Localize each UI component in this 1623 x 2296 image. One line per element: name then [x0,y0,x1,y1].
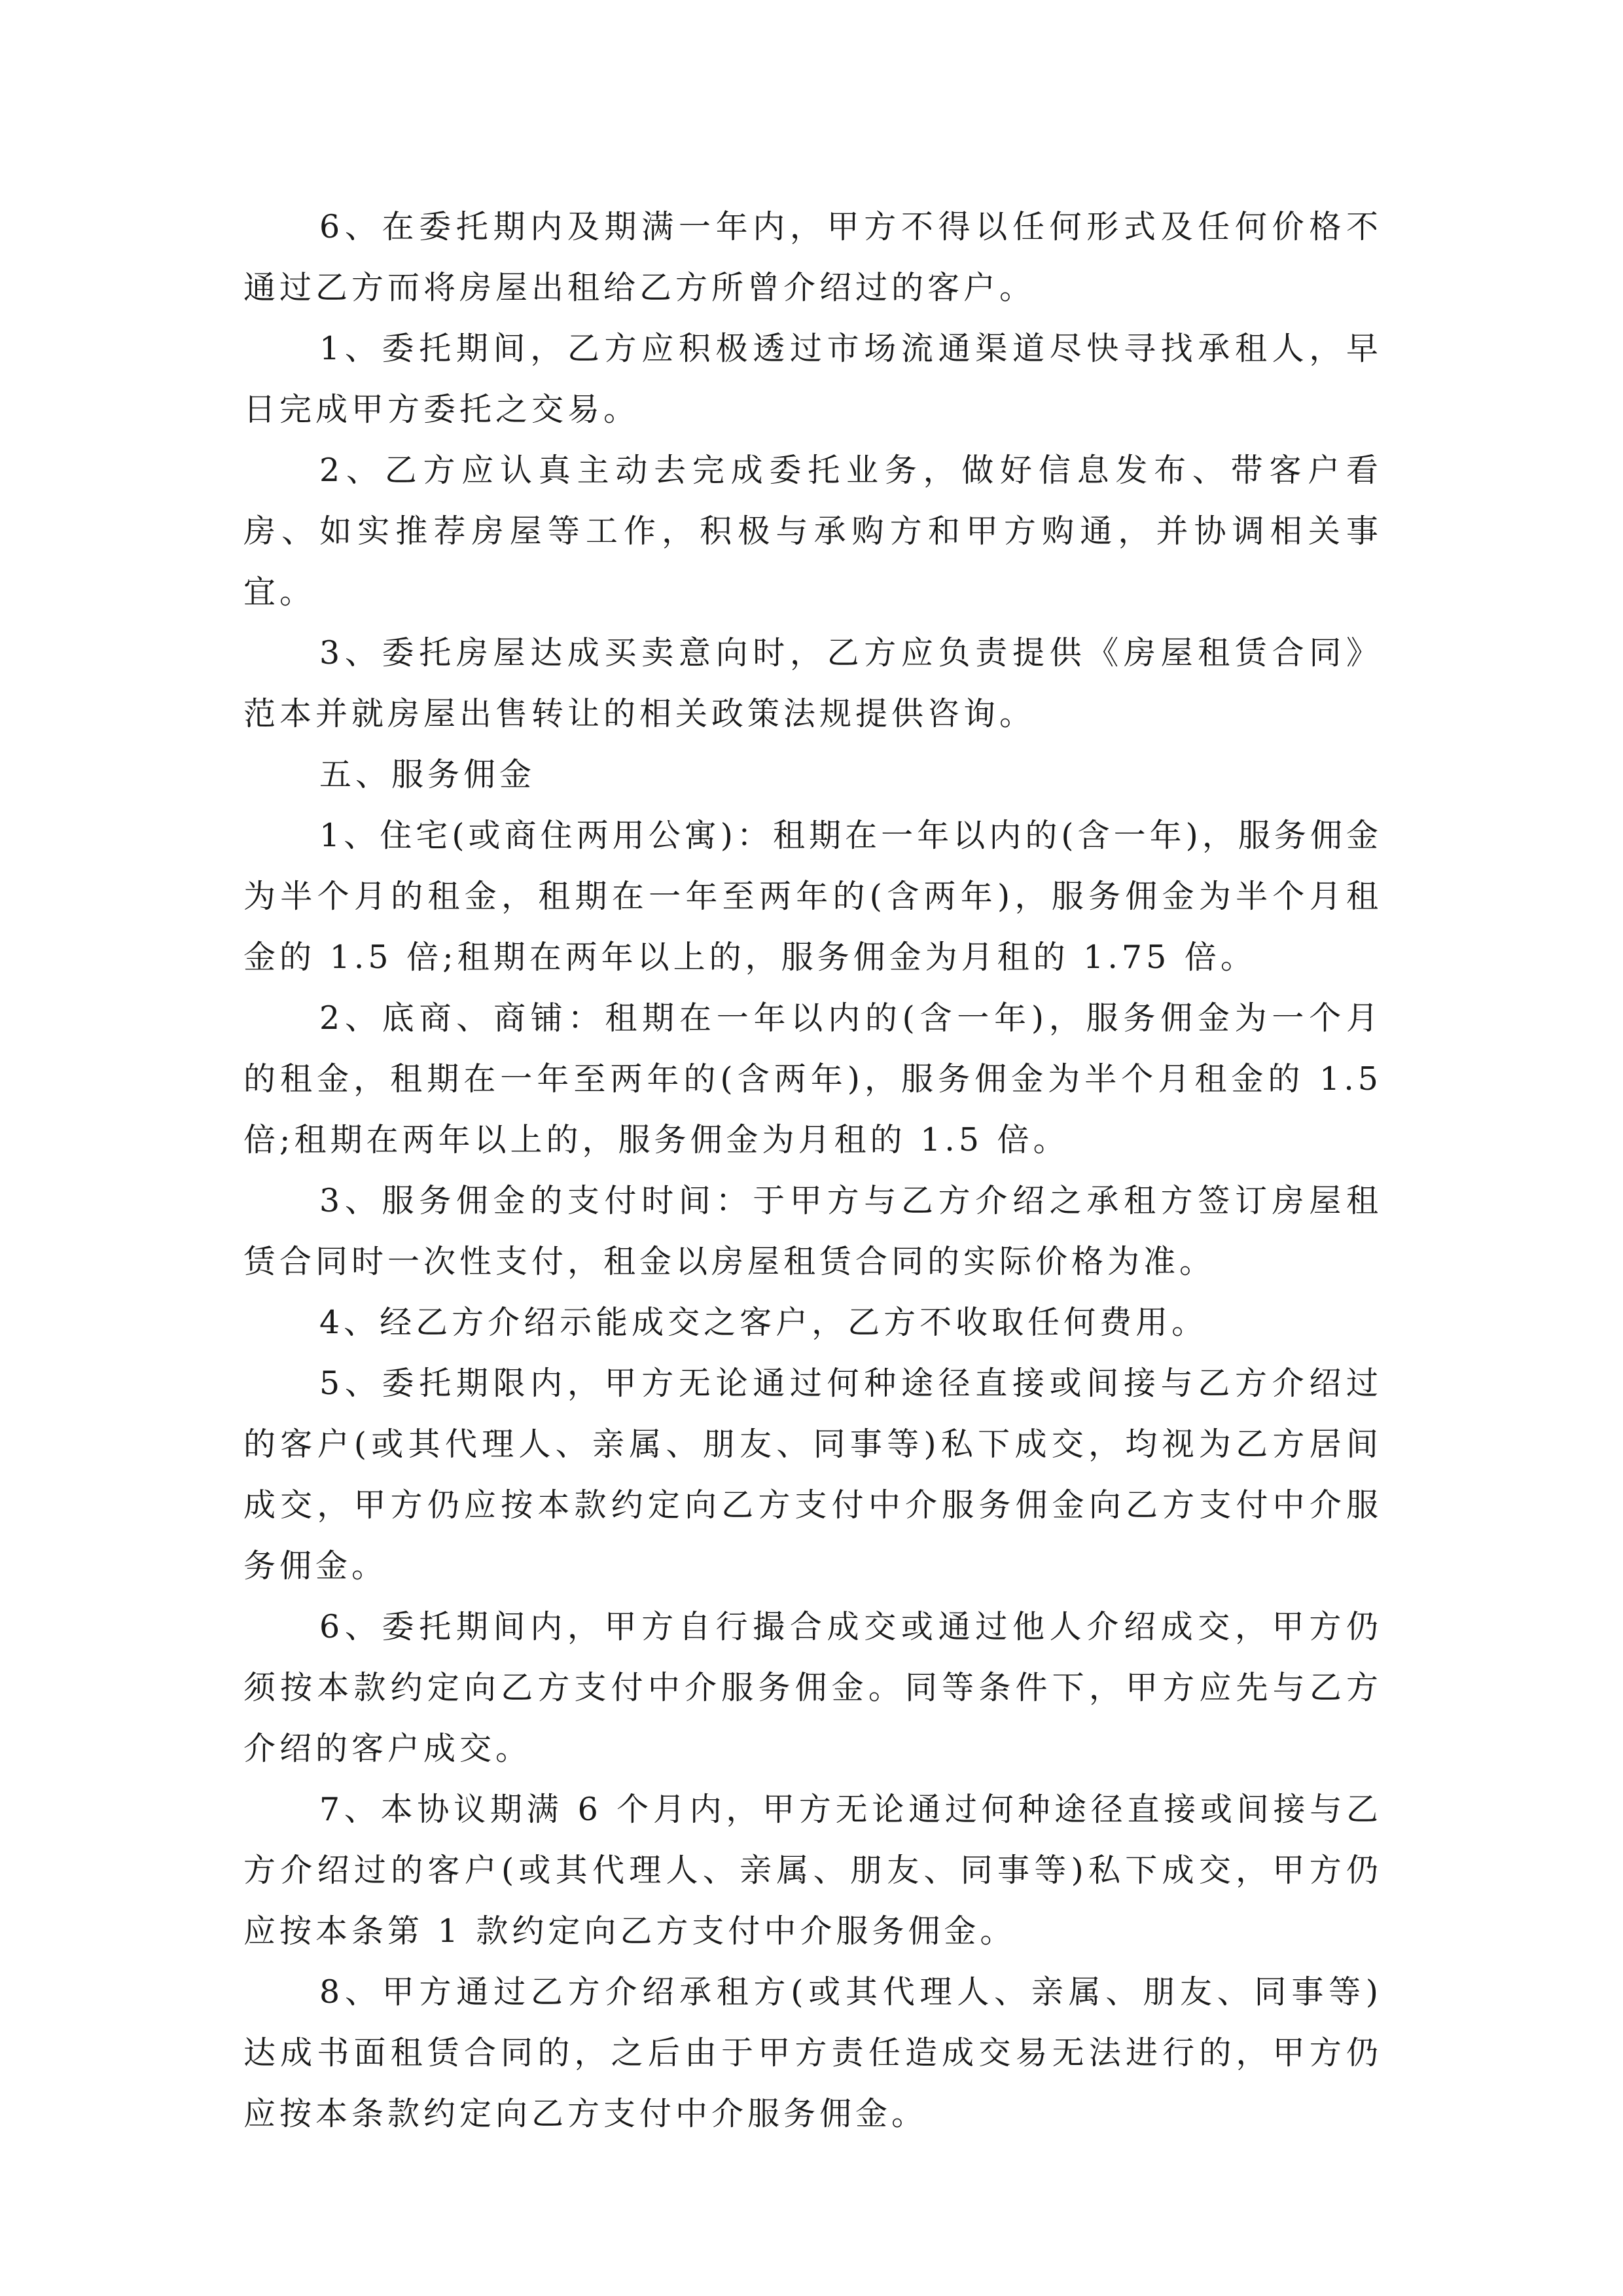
clause-paragraph: 5、委托期限内，甲方无论通过何种途径直接或间接与乙方介绍过的客户(或其代理人、亲属、朋友、同事等)私下成交，均视为乙方居间成交，甲方仍应按本款约定向乙方支付中介服务佣金向乙方支付中介服务佣金。 [243,1365,1382,1585]
clause-paragraph: 6、委托期间内，甲方自行撮合成交或通过他人介绍成交，甲方仍须按本款约定向乙方支付中介服务佣金。同等条件下，甲方应先与乙方介绍的客户成交。 [243,1608,1382,1767]
clause-paragraph: 2、乙方应认真主动去完成委托业务，做好信息发布、带客户看房、如实推荐房屋等工作，积极与承购方和甲方购通，并协调相关事宜。 [243,452,1382,611]
clause-paragraph: 2、底商、商铺：租期在一年以内的(含一年)，服务佣金为一个月的租金，租期在一年至两年的(含两年)，服务佣金为半个月租金的 1.5 倍;租期在两年以上的，服务佣金为月租的 1.5 倍。 [243,999,1382,1158]
clause-paragraph: 4、经乙方介绍示能成交之客户，乙方不收取任何费用。 [319,1304,1208,1341]
clause-paragraph: 3、服务佣金的支付时间：于甲方与乙方介绍之承租方签订房屋租赁合同时一次性支付，租金以房屋租赁合同的实际价格为准。 [243,1182,1382,1280]
clause-paragraph: 1、住宅(或商住两用公寓)：租期在一年以内的(含一年)，服务佣金为半个月的租金，租期在一年至两年的(含两年)，服务佣金为半个月租金的 1.5 倍;租期在两年以上的，服务佣金为月租的 1.75 倍。 [243,817,1382,976]
clause-paragraph: 7、本协议期满 6 个月内，甲方无论通过何种途径直接或间接与乙方介绍过的客户(或其代理人、亲属、朋友、同事等)私下成交，甲方仍应按本条第 1 款约定向乙方支付中介服务佣金。 [243,1791,1382,1950]
clause-paragraph: 8、甲方通过乙方介绍承租方(或其代理人、亲属、朋友、同事等)达成书面租赁合同的，之后由于甲方责任造成交易无法进行的，甲方仍应按本条款约定向乙方支付中介服务佣金。 [243,1973,1382,2132]
document-body [243,196,1382,2144]
clause-paragraph: 1、委托期间，乙方应积极透过市场流通渠道尽快寻找承租人，早日完成甲方委托之交易。 [243,330,1382,428]
clause-paragraph: 6、在委托期内及期满一年内，甲方不得以任何形式及任何价格不通过乙方而将房屋出租给乙方所曾介绍过的客户。 [243,208,1382,306]
clause-paragraph: 3、委托房屋达成买卖意向时，乙方应负责提供《房屋租赁合同》范本并就房屋出售转让的相关政策法规提供咨询。 [243,634,1382,732]
section-heading: 五、服务佣金 [319,756,536,793]
